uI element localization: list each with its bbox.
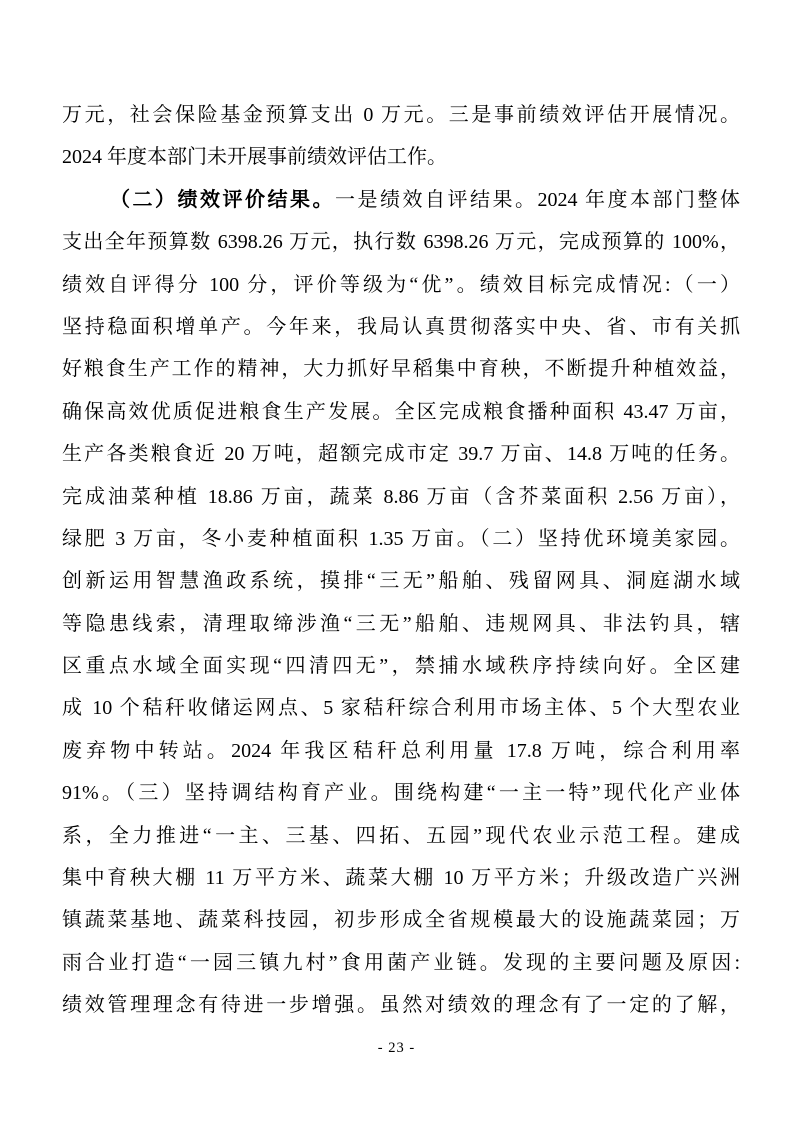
text-line — [62, 476, 740, 518]
text-segment: 绿肥 3 万亩，冬小麦种植面积 1.35 万亩。（二）坚持优环境美家园。 — [62, 527, 740, 550]
text-line — [62, 518, 740, 560]
text-line — [62, 984, 740, 1026]
text-segment: 创新运用智慧渔政系统，摸排“三无”船舶、残留网具、洞庭湖水域 — [62, 570, 740, 593]
text-line — [62, 264, 740, 306]
text-segment: 支出全年预算数 6398.26 万元，执行数 6398.26 万元，完成预算的 100%， — [62, 231, 740, 254]
text-segment: 一是绩效自评结果。2024 年度本部门整体 — [335, 188, 740, 211]
text-segment: 区重点水域全面实现“四清四无”，禁捕水域秩序持续向好。全区建 — [62, 655, 740, 678]
text-line — [62, 94, 740, 136]
document-body — [62, 94, 740, 1027]
text-line — [62, 645, 740, 687]
text-line — [62, 221, 740, 263]
text-line — [62, 391, 740, 433]
text-line — [62, 730, 740, 772]
text-line — [62, 899, 740, 941]
text-segment: 好粮食生产工作的精神，大力抓好早稻集中育秧，不断提升种植效益， — [62, 358, 740, 381]
text-line — [62, 560, 740, 602]
text-segment: 等隐患线索，清理取缔涉渔“三无”船舶、违规网具、非法钓具，辖 — [62, 612, 740, 635]
text-line — [62, 942, 740, 984]
text-segment: 雨合业打造“一园三镇九村”食用菌产业链。发现的主要问题及原因: — [62, 951, 740, 974]
text-segment: 集中育秧大棚 11 万平方米、蔬菜大棚 10 万平方米；升级改造广兴洲 — [62, 867, 740, 890]
text-line — [62, 857, 740, 899]
text-segment: 完成油菜种植 18.86 万亩，蔬菜 8.86 万亩（含芥菜面积 2.56 万亩）， — [62, 485, 740, 508]
text-segment: 坚持稳面积增单产。今年来，我局认真贯彻落实中央、省、市有关抓 — [62, 315, 740, 338]
text-segment: 万元，社会保险基金预算支出 0 万元。三是事前绩效评估开展情况。 — [62, 104, 740, 126]
section-heading-bold: （二）绩效评价结果。 — [110, 188, 335, 211]
text-line — [62, 348, 740, 390]
text-segment: 废弃物中转站。2024 年我区秸秆总利用量 17.8 万吨，综合利用率 — [62, 739, 740, 762]
text-segment: 镇蔬菜基地、蔬菜科技园，初步形成全省规模最大的设施蔬菜园；万 — [62, 909, 740, 932]
text-line — [62, 433, 740, 475]
text-segment: 2024 年度本部门未开展事前绩效评估工作。 — [62, 146, 447, 169]
text-segment: 成 10 个秸秆收储运网点、5 家秸秆综合利用市场主体、5 个大型农业 — [62, 697, 740, 720]
text-line — [62, 687, 740, 729]
text-line — [62, 179, 740, 221]
text-line — [62, 306, 740, 348]
text-segment: 绩效自评得分 100 分，评价等级为“优”。绩效目标完成情况:（一） — [62, 273, 740, 296]
text-line — [62, 772, 740, 814]
text-segment: 系，全力推进“一主、三基、四拓、五园”现代农业示范工程。建成 — [62, 824, 740, 847]
text-line — [62, 603, 740, 645]
text-segment: 绩效管理理念有待进一步增强。虽然对绩效的理念有了一定的了解， — [62, 994, 740, 1017]
text-line — [62, 136, 740, 178]
text-line — [62, 815, 740, 857]
text-segment: 91%。（三）坚持调结构育产业。围绕构建“一主一特”现代化产业体 — [62, 782, 740, 805]
page-number: - 23 - — [377, 1040, 416, 1056]
text-segment: 确保高效优质促进粮食生产发展。全区完成粮食播种面积 43.47 万亩， — [62, 400, 740, 423]
text-segment: 生产各类粮食近 20 万吨，超额完成市定 39.7 万亩、14.8 万吨的任务。 — [62, 443, 740, 466]
